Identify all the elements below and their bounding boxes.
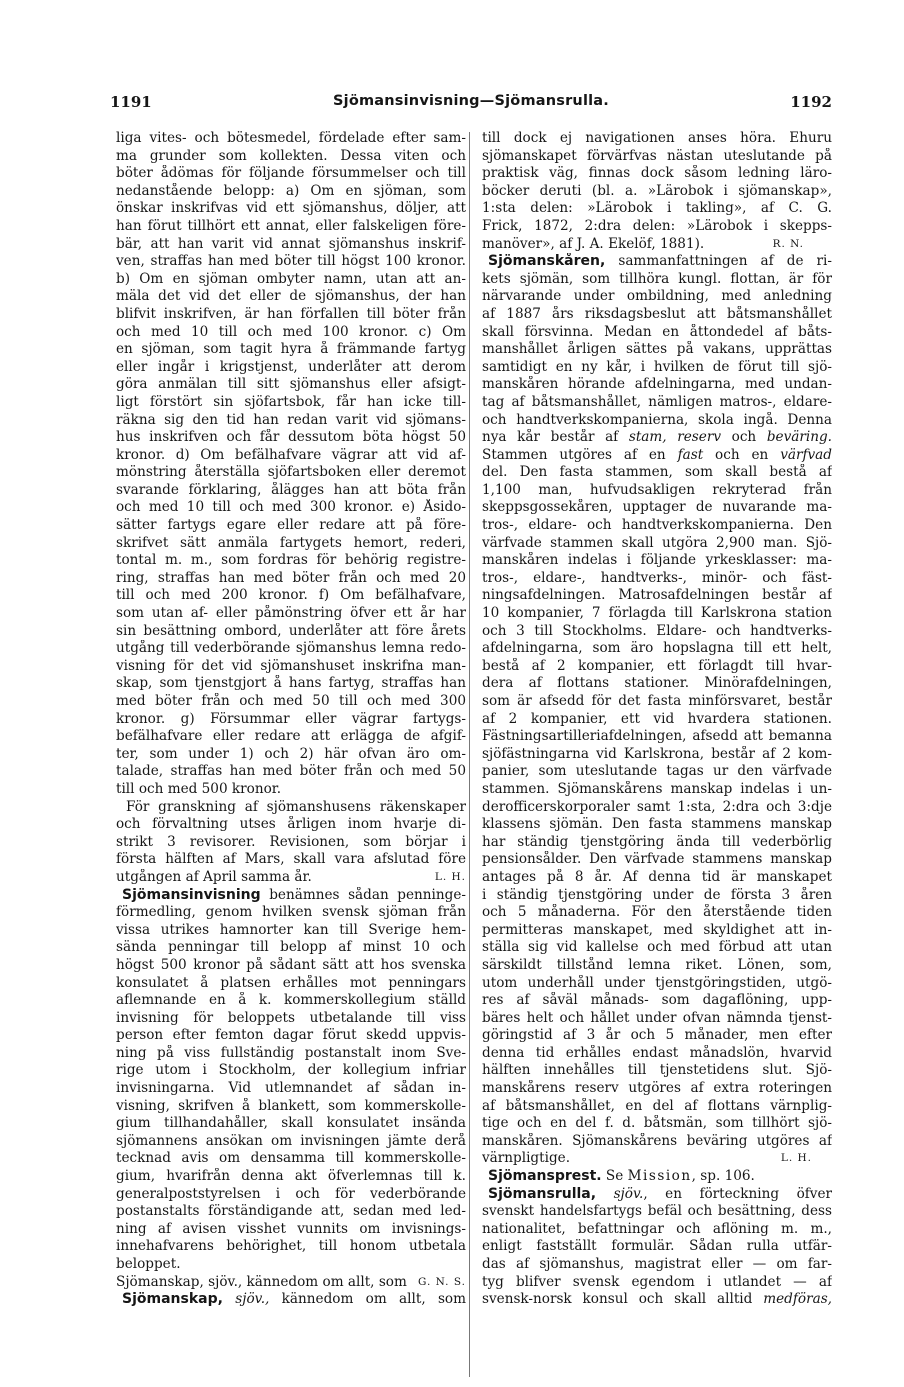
- text-line: och 3 till Stockholms. Eldare- och handtverks-: [482, 622, 832, 639]
- entry-headword: Sjömanskåren,: [488, 253, 606, 270]
- text-line: b) Om en sjöman ombyter namn, utan att an-: [116, 270, 466, 287]
- text-line: ven, straffas han med böter till högst 100 kronor.: [116, 253, 466, 270]
- text-line: [116, 1309, 466, 1327]
- text-line: första hälften af Mars, skall vara afslutad före: [116, 851, 466, 868]
- text-line: tyg blifver svensk egendom i utlandet — af: [482, 1273, 832, 1290]
- text-line: das af sjömanshus, magistrat eller — om far-: [482, 1256, 832, 1272]
- page-header: [110, 93, 832, 117]
- entry-headword: Sjömansinvisning: [122, 886, 261, 903]
- text-line: permitteras manskapet, med skyldighet att in-: [482, 921, 832, 938]
- text-line: kronor. g) Försummar eller vägrar fartygs-: [116, 710, 466, 727]
- text-line: För granskning af sjömanshusens räkenskaper: [126, 798, 466, 815]
- text-line: till och med 500 kronor.: [116, 780, 282, 797]
- running-title: Sjömansinvisning—Sjömansrulla.: [333, 93, 609, 109]
- author-signature: L. H.: [780, 1152, 812, 1165]
- entry-headword: Sjömansrulla,: [488, 1185, 597, 1202]
- text-line: ma grunder som kollekten. Dessa viten och: [116, 147, 466, 164]
- text-line: res af såväl månads- som dagaflöning, upp-: [482, 992, 832, 1009]
- text-line: derofficerskorporaler samt 1:sta, 2:dra och 3:dje: [482, 798, 832, 815]
- text-line: och förvaltning utses årligen inom hvarje di-: [116, 816, 466, 833]
- text-line: invisning för beloppets utbetalande till viss: [116, 1009, 466, 1026]
- text-line: önskar inskrifvas vid ett sjömanshus, döljer, att: [116, 200, 466, 217]
- entry-headword: Sjömanskap,: [122, 1291, 223, 1308]
- text-line: nedanstående belopp: a) Om en sjöman, som: [116, 182, 466, 199]
- abbreviation: sjöv.,: [235, 1291, 270, 1308]
- text-line: bestå af 2 kompanier, ett förlagdt till hvar-: [482, 657, 832, 674]
- entry-end-line: [482, 1150, 832, 1168]
- text-line: 1:sta delen: »Lärobok i takling», af C. G.: [482, 200, 832, 217]
- text-line: till dock ej navigationen anses höra. Ehuru: [482, 130, 832, 146]
- text-line: befälhafvare eller redare att erlägga de afgif-: [116, 728, 466, 745]
- page-number-left: 1191: [110, 93, 152, 111]
- text-line: 1,100 man, hufvudsakligen rekryterad från: [482, 481, 832, 498]
- text-line: beloppet.: [116, 1256, 181, 1272]
- text-line: ligt förstört sin sjöfartsbok, får han icke till-: [116, 393, 466, 410]
- text-line: sätter fartygs egare eller redare att på före-: [116, 517, 466, 534]
- text-line: klassens sjömän. Den fasta stammens manskap: [482, 816, 832, 833]
- page-number-right: 1192: [790, 93, 832, 111]
- text-line: rige utom i Stockholm, der kollegium infriar: [116, 1062, 466, 1079]
- text-line: aflemnande en å k. kommerskollegium ställd: [116, 992, 466, 1009]
- text-line: talade, straffas han med böter från och med 50: [116, 763, 466, 780]
- text-line: manskåren indelas i följande yrkesklasser: ma-: [482, 552, 832, 569]
- text-line: skrifvet sätt anmäla fartygets hemort, rederi,: [116, 534, 466, 551]
- entry-first-line: Sjömansinvisning benämnes sådan penninge-: [122, 886, 466, 903]
- text-line: generalpoststyrelsen i och för vederbörande: [116, 1185, 466, 1202]
- text-line: visning, skrifven å blankett, som kommerskolle-: [116, 1097, 466, 1114]
- entry-first-line: Sjömanskåren, sammanfattningen af de ri-: [488, 253, 832, 270]
- text-line: utom underhåll under tjenstgöringstiden, utgö-: [482, 974, 832, 991]
- text-line: förmedling, genom hvilken svensk sjöman från: [116, 904, 466, 921]
- text-segment: manöver», af J. A. Ekelöf, 1881).: [482, 235, 705, 252]
- entry-first-line: Sjömanskap, sjöv., kännedom om allt, som: [122, 1291, 466, 1308]
- text-line: har ständig tjenstgöring ända till vederbörlig: [482, 833, 832, 850]
- text-line: stammen. Sjömanskårens manskap indelas i un-: [482, 780, 832, 797]
- text-line: böter ådömas för följande försummelser och till: [116, 165, 466, 182]
- text-line: Fästningsartilleriafdelningen, afsedd att bemanna: [482, 728, 832, 745]
- text-line: Stammen utgöres af en fast och en värfvad: [482, 446, 832, 463]
- text-line: invisningarna. Vid utlemnandet af sådan in-: [116, 1080, 466, 1097]
- text-line: tige och en del f. d. båtsmän, som tillhört sjö-: [482, 1115, 832, 1132]
- text-line: innehafvarens behörighet, till honom utbetala: [116, 1238, 466, 1255]
- text-line: tecknad avis om densamma till kommerskolle-: [116, 1150, 466, 1167]
- text-line: strikt 3 revisorer. Revisionen, som börjar i: [116, 833, 466, 850]
- text-line: högst 500 kronor på sådant sätt att hos svenska: [116, 956, 466, 973]
- text-line: i ständig tjenstgöring under de första 3 åren: [482, 886, 832, 903]
- text-line: ställa sig vid kallelse och med förbud att utan: [482, 939, 832, 956]
- text-line: svarande förklaring, ålägges han att böta från: [116, 481, 466, 498]
- left-column: [116, 130, 466, 1326]
- text-line: som är afsedd för det fasta minförsvaret, består: [482, 693, 832, 709]
- text-line: panier, som uteslutande tagas ur den värfvade: [482, 763, 832, 780]
- text-line: Frick, 1872, 2:dra delen: »Lärobok i skepps-: [482, 217, 832, 234]
- text-line: visning för det vid sjömanshuset inskrifna man-: [116, 657, 466, 674]
- text-line: och med 10 till och med 100 kronor. c) Om: [116, 323, 466, 340]
- text-line: bär, att han varit vid annat sjömanshus inskrif-: [116, 235, 466, 252]
- text-line: tros-, eldare-, handtverks-, minör- och fäst-: [482, 569, 832, 586]
- text-line: värfvade stammen skall utgöra 2,900 man. Sjö-: [482, 534, 832, 551]
- text-line: liga vites- och bötesmedel, fördelade efter sam-: [116, 130, 466, 146]
- text-line: antages på 8 år. Af denna tid är manskapet: [482, 868, 832, 885]
- author-signature: R. N.: [772, 237, 804, 250]
- text-line: ningsafdelningen. Matrosafdelningen består af: [482, 587, 832, 604]
- text-line: person efter femton dagar förut skedd uppvis-: [116, 1027, 466, 1044]
- text-line: gium tillhandahåller, skall konsulatet insända: [116, 1115, 466, 1132]
- text-line: tros-, eldare- och handtverkskompanierna. Den: [482, 517, 832, 534]
- text-line: af 1887 års riksdagsbeslut att båtsmanshållet: [482, 305, 832, 322]
- entry-first-line: Sjömansprest. Se Mission, sp. 106.: [488, 1168, 755, 1185]
- text-line: postanstalts förständigande att, sedan med led-: [116, 1203, 466, 1220]
- text-line: denna tid erhålles endast månadslön, hvarvid: [482, 1044, 832, 1061]
- text-line: blifvit inskrifven, är han förfallen till böter från: [116, 305, 466, 322]
- text-line: utgång till vederbörande sjömanshus lemna redo-: [116, 640, 466, 657]
- author-signature: L. H.: [434, 870, 466, 883]
- text-line: göringstid af 3 år och 5 månader, men efter: [482, 1027, 832, 1044]
- entry-end-line: [116, 1274, 466, 1292]
- text-line: med böter från och med 50 till och med 300: [116, 693, 466, 709]
- text-line: afdelningarna, som äro hopslagna till ett helt,: [482, 640, 832, 657]
- text-line: manskårens reserv utgöres af extra roteringen: [482, 1080, 832, 1097]
- text-line: af båtsmanshållet, en del af flottans värnplig-: [482, 1097, 832, 1114]
- text-line: af 2 kompanier, ett vid hvardera stationen.: [482, 710, 832, 727]
- text-line: han förut tillhört ett annat, eller falskeligen före-: [116, 217, 466, 234]
- entry-end-line: [482, 236, 832, 254]
- text-line: en sjöman, som tagit hyra å främmande fartyg: [116, 341, 466, 358]
- text-line: mönstring återställa sjöfartsboken eller deremot: [116, 464, 466, 481]
- text-line: skall försvinna. Medan en åttondedel af båts-: [482, 323, 832, 340]
- text-line: hus inskrifven och får dessutom böta högst 50: [116, 429, 466, 446]
- text-line: ning af avisen visshet vunnits om invisnings-: [116, 1220, 466, 1237]
- text-line: sjömanskapet förvärfvas nästan uteslutande på: [482, 147, 832, 164]
- entry-end-line: [116, 869, 466, 887]
- text-line: närvarande under ombildning, med anledning: [482, 288, 832, 305]
- text-line: manskåren hörande afdelningarna, med undan-: [482, 376, 832, 393]
- text-line: konsulatet å platsen erhålles mot penningars: [116, 974, 466, 991]
- text-line: mäla det vid det eller de sjömanshus, der han: [116, 288, 466, 305]
- text-line: räkna sig den tid han redan varit vid sjömans-: [116, 411, 466, 428]
- text-line: enligt fastställt formulär. Sådan rulla utfär-: [482, 1238, 832, 1255]
- text-line: böcker deruti (bl. a. »Lärobok i sjömanskap»,: [482, 182, 832, 199]
- text-line: skap, som tjenstgjort å hans fartyg, straffas han: [116, 675, 466, 692]
- text-line: kets sjömän, som tillhöra kungl. flottan, är för: [482, 270, 832, 287]
- text-segment: utgången af April samma år.: [116, 868, 312, 885]
- text-line: sjömannens ansökan om invisningen jämte derå: [116, 1132, 466, 1149]
- text-line: och med 10 till och med 300 kronor. e) Åsido-: [116, 499, 466, 516]
- text-line: särskildt tillstånd lemna riket. Lönen, som,: [482, 956, 832, 973]
- text-line: göra anmälan till sitt sjömanshus eller afsigt-: [116, 376, 466, 393]
- text-segment: värnpligtige.: [482, 1150, 571, 1167]
- entry-headword: Sjömansprest.: [488, 1168, 602, 1185]
- text-segment: Sjömanskap, sjöv., kännedom om allt, som: [116, 1273, 407, 1290]
- text-line: sin besättning ombord, underlåter att före årets: [116, 622, 466, 639]
- text-line: sjöfästningarna vid Karlskrona, består af 2 kom-: [482, 745, 832, 762]
- text-line: och 5 månaderna. För den återstående tiden: [482, 904, 832, 921]
- right-column: [482, 130, 832, 1309]
- text-line: ring, straffas han med böter från och med 20: [116, 569, 466, 586]
- text-line: eller ingår i krigstjenst, underlåter att derom: [116, 358, 466, 375]
- text-line: nya kår består af stam, reserv och beväring.: [482, 429, 832, 446]
- text-line: manshållet årligen sättes på vakans, upprättas: [482, 341, 832, 358]
- text-line: dera af flottans stationer. Minörafdelningen,: [482, 675, 832, 692]
- author-signature: G. N. S.: [417, 1275, 466, 1288]
- text-line: vissa utrikes hamnorter kan till Sverige hem-: [116, 921, 466, 938]
- text-line: svensk-norsk konsul och skall alltid medföras,: [482, 1291, 832, 1308]
- text-line: hälften innehålles till tjenstetidens slut. Sjö-: [482, 1062, 832, 1079]
- text-line: pensionsålder. Den värfvade stammens manskap: [482, 851, 832, 868]
- text-line: ning på viss fullständig postanstalt inom Sve-: [116, 1044, 466, 1061]
- text-line: 10 kompanier, 7 förlagda till Karlskrona station: [482, 605, 832, 622]
- text-line: tontal m. m., som fordras för behörig registre-: [116, 552, 466, 569]
- entry-first-line: Sjömansrulla, sjöv., en förteckning öfver: [488, 1185, 832, 1202]
- text-line: sända penningar till belopp af minst 10 och: [116, 939, 466, 956]
- text-line: och handtverkskompanierna, skola ingå. Denna: [482, 411, 832, 428]
- column-divider: [469, 132, 470, 1377]
- text-line: praktisk väg, finnas dock såsom ledning läro-: [482, 165, 832, 182]
- text-line: del. Den fasta stammen, som skall bestå af: [482, 464, 832, 481]
- text-line: kronor. d) Om befälhafvare vägrar att vid af-: [116, 446, 466, 463]
- text-line: som utan af- eller påmönstring öfver ett år har: [116, 605, 466, 622]
- text-line: svenskt handelsfartygs befäl och besättning, dess: [482, 1203, 832, 1220]
- text-line: ter, som under 1) och 2) här ofvan äro om-: [116, 745, 466, 762]
- text-line: manskåren. Sjömanskårens beväring utgöres af: [482, 1132, 832, 1149]
- text-line: samtidigt en ny kår, i hvilken de förut till sjö-: [482, 358, 832, 375]
- text-line: gium, hvarifrån denna akt öfverlemnas till k.: [116, 1168, 466, 1185]
- text-line: tag af båtsmanshållet, nämligen matros-, eldare-: [482, 393, 832, 410]
- text-line: till och med 200 kronor. f) Om befälhafvare,: [116, 587, 466, 604]
- text-line: bäres helt och hållet under ofvan nämnda tjenst-: [482, 1009, 832, 1026]
- text-line: skeppsgossekåren, upptager de nuvarande ma-: [482, 499, 832, 516]
- text-line: nationalitet, befattningar och aflöning m. m.,: [482, 1220, 832, 1237]
